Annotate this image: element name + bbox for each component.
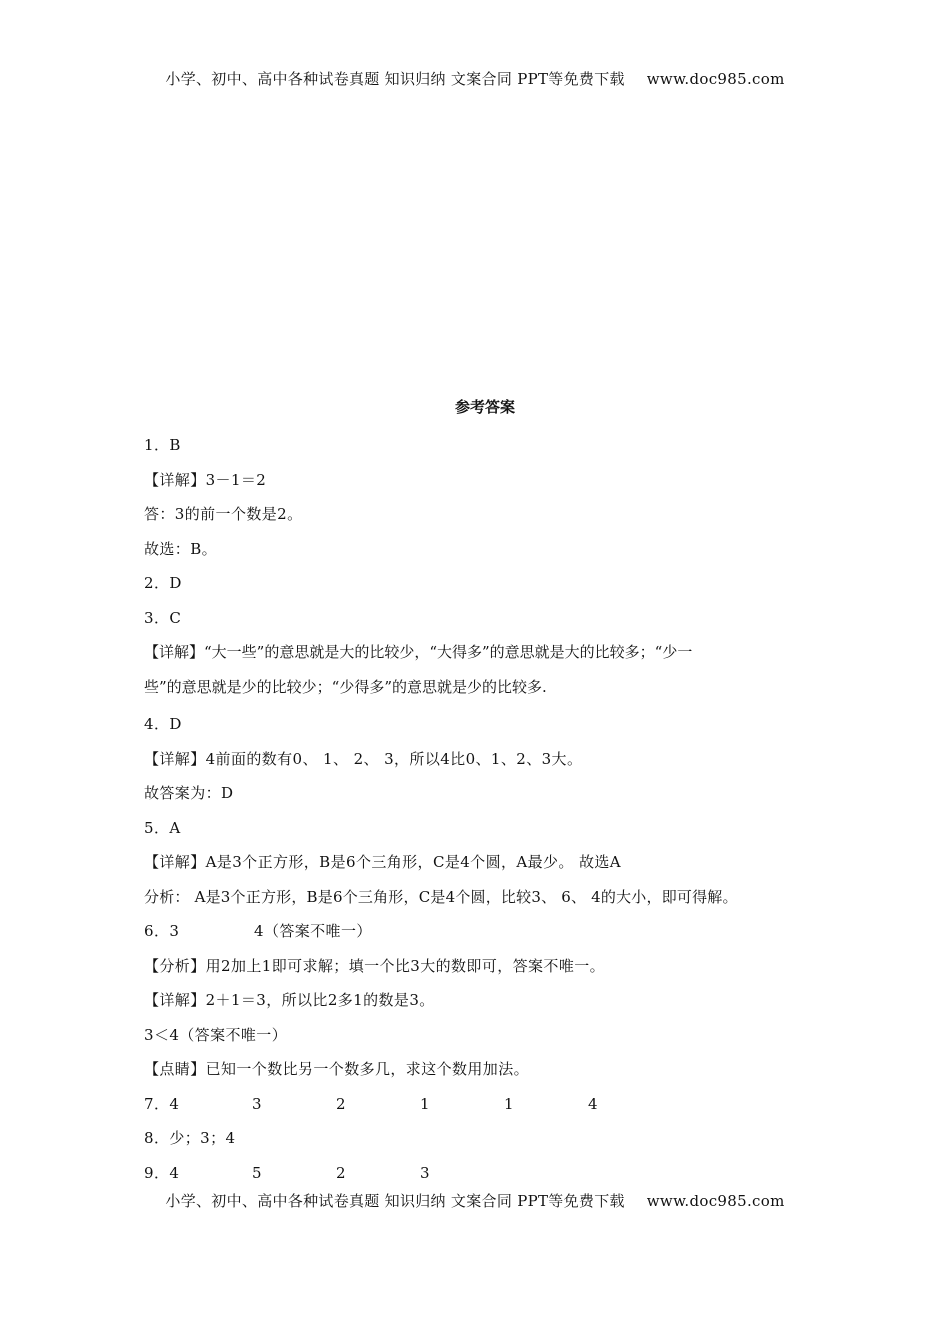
answer-2: 2．D [144,574,182,592]
answer-4-choice: 故答案为：D [144,784,234,802]
answer-9-blank: 9．4 [144,1164,180,1182]
answer-9-blank: 5 [252,1164,262,1182]
answer-6-detail: 【详解】2＋1＝3，所以比2多1的数是3。 [144,991,435,1009]
answer-6-detail-2: 3＜4（答案不唯一） [144,1026,288,1044]
answer-6 [144,920,372,941]
answer-9-blank: 3 [420,1164,430,1182]
answer-7-blank: 1 [420,1095,430,1113]
answer-5-detail: 【详解】A是3个正方形，B是6个三角形，C是4个圆，A最少。 故选A [144,853,621,871]
answer-5-analysis: 分析： A是3个正方形，B是6个三角形，C是4个圆，比较3、 6、 4的大小，即可得解。 [144,888,738,906]
answer-8: 8．少；3；4 [144,1129,236,1147]
answer-7-blank: 2 [336,1095,346,1113]
answer-key-title: 参考答案 [454,398,515,416]
footer-text: 小学、初中、高中各种试卷真题 知识归纳 文案合同 PPT等免费下载 [165,1192,625,1210]
page-header [0,68,950,89]
answer-5: 5．A [144,819,181,837]
answer-3: 3．C [144,609,182,627]
answer-7-blank: 3 [252,1095,262,1113]
answer-1-choice: 故选：B。 [144,540,218,558]
header-site-url: www.doc985.com [646,70,785,88]
answer-3-detail-line2: 些”的意思就是少的比较少；“少得多”的意思就是少的比较多. [144,678,547,696]
answer-7-blank: 4 [588,1095,598,1113]
answer-7 [144,1093,672,1114]
answer-4-detail: 【详解】4前面的数有0、 1、 2、 3，所以4比0、1、2、3大。 [144,750,583,768]
answer-9-blank: 2 [336,1164,346,1182]
page-footer [0,1190,950,1211]
answer-9 [144,1162,504,1183]
answer-6-tip: 【点睛】已知一个数比另一个数多几，求这个数用加法。 [144,1060,530,1078]
answer-1: 1．B [144,436,181,454]
answer-6-blank1: 6．3 [144,922,180,940]
answer-1-detail: 【详解】3－1＝2 [144,471,267,489]
header-text: 小学、初中、高中各种试卷真题 知识归纳 文案合同 PPT等免费下载 [165,70,625,88]
answer-7-blank: 1 [504,1095,514,1113]
answer-6-analysis: 【分析】用2加上1即可求解；填一个比3大的数即可，答案不唯一。 [144,957,606,975]
answer-4: 4．D [144,715,182,733]
answer-1-reply: 答：3的前一个数是2。 [144,505,303,523]
answer-6-blank2: 4（答案不唯一） [254,922,372,940]
answer-3-detail-line1: 【详解】“大一些”的意思就是大的比较少，“大得多”的意思就是大的比较多；“少一 [144,643,693,661]
answer-7-blank: 7．4 [144,1095,180,1113]
footer-site-url: www.doc985.com [646,1192,785,1210]
